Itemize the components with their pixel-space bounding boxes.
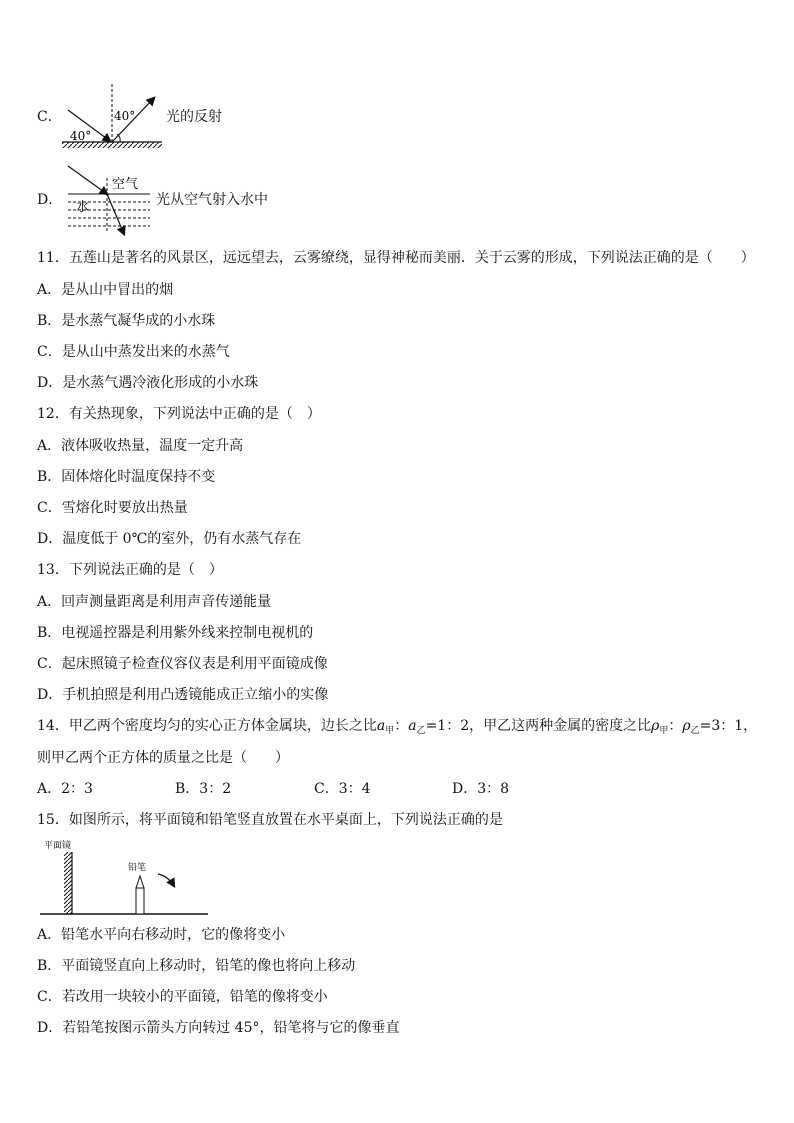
q13-option-d: D．手机拍照是利用凸透镜能成正立缩小的实像 bbox=[37, 687, 329, 703]
q14-rho-symbol-2: ρ bbox=[682, 718, 691, 734]
q15-option-d: D．若铅笔按图示箭头方向转过 45°，铅笔将与它的像垂直 bbox=[37, 1020, 400, 1036]
q14-ratio1: =1：2，甲乙这两种金属的密度之比 bbox=[425, 718, 652, 734]
option-d-letter: D． bbox=[37, 192, 63, 208]
q14-a-symbol-2: a bbox=[408, 718, 417, 734]
water-label: 水 bbox=[76, 200, 90, 215]
q12-option-b: B．固体熔化时温度保持不变 bbox=[37, 469, 216, 485]
angle-left-label: 40° bbox=[70, 129, 92, 143]
pencil-tip bbox=[136, 876, 144, 888]
q12-option-c: C．雪熔化时要放出热量 bbox=[37, 500, 188, 516]
q13-stem: 13．下列说法正确的是（ ） bbox=[37, 562, 223, 578]
refracted-ray bbox=[107, 194, 124, 234]
q12-stem: 12．有关热现象，下列说法中正确的是（ ） bbox=[37, 406, 321, 422]
q14-colon-2: ： bbox=[668, 718, 683, 734]
q14-rho-symbol: ρ bbox=[651, 718, 660, 734]
q13-option-c: C．起床照镜子检查仪容仪表是利用平面镜成像 bbox=[37, 656, 328, 672]
q11-stem: 11．五莲山是著名的风景区，远远望去，云雾缭绕，显得神秘而美丽．关于云雾的形成，下列说法正确的是（ ） bbox=[37, 250, 755, 266]
q14-option-a: A．2：3 bbox=[37, 781, 93, 797]
pencil-label: 铅笔 bbox=[128, 863, 147, 873]
q14-option-d: D．3：8 bbox=[452, 781, 510, 797]
option-d-caption: 光从空气射入水中 bbox=[156, 192, 268, 208]
q14-rho-sub-yi: 乙 bbox=[690, 726, 700, 736]
mirror-pencil-diagram bbox=[40, 836, 210, 920]
q12-option-a: A．液体吸收热量，温度一定升高 bbox=[37, 438, 244, 454]
q14-stem-b: 则甲乙两个正方体的质量之比是（ ） bbox=[37, 750, 289, 766]
q14-colon: ： bbox=[394, 718, 409, 734]
q11-option-a: A．是从山中冒出的烟 bbox=[37, 282, 174, 298]
option-c-letter: C． bbox=[37, 109, 62, 125]
incident-ray bbox=[68, 166, 107, 194]
q14-stem-line1 bbox=[37, 716, 757, 738]
refraction-diagram bbox=[62, 162, 152, 236]
option-c-caption: 光的反射 bbox=[166, 109, 222, 125]
rotation-arrow bbox=[158, 874, 174, 886]
reflection-diagram bbox=[62, 84, 172, 154]
q15-option-a: A．铅笔水平向右移动时，它的像将变小 bbox=[37, 927, 286, 943]
q15-option-c: C．若改用一块较小的平面镜，铅笔的像将变小 bbox=[37, 989, 328, 1005]
q14-option-c: C．3：4 bbox=[314, 781, 371, 797]
q13-option-b: B．电视遥控器是利用紫外线来控制电视机的 bbox=[37, 625, 314, 641]
q14-stem-a: 14．甲乙两个密度均匀的实心正方体金属块，边长之比 bbox=[37, 718, 377, 734]
angle-arc bbox=[117, 134, 120, 142]
angle-top-label: 40° bbox=[114, 109, 136, 123]
q11-option-c: C．是从山中蒸发出来的水蒸气 bbox=[37, 344, 230, 360]
q15-stem: 15．如图所示，将平面镜和铅笔竖直放置在水平桌面上，下列说法正确的是 bbox=[37, 812, 503, 828]
q14-sub-yi: 乙 bbox=[416, 726, 426, 736]
q11-option-d: D．是水蒸气遇冷液化形成的小水珠 bbox=[37, 375, 259, 391]
q14-sub-jia: 甲 bbox=[385, 726, 395, 736]
q13-option-a: A．回声测量距离是利用声音传递能量 bbox=[37, 594, 272, 610]
air-label: 空气 bbox=[112, 177, 139, 192]
q15-option-b: B．平面镜竖直向上移动时，铅笔的像也将向上移动 bbox=[37, 958, 356, 974]
q12-option-d: D．温度低于 0℃的室外，仍有水蒸气存在 bbox=[37, 531, 302, 547]
pencil-body bbox=[136, 888, 144, 914]
q14-rho-sub-jia: 甲 bbox=[659, 726, 669, 736]
q14-option-b: B．3：2 bbox=[175, 781, 232, 797]
q14-a-symbol: a bbox=[376, 718, 386, 734]
q14-ratio2: =3：1， bbox=[699, 718, 758, 734]
q11-option-b: B．是水蒸气凝华成的小水珠 bbox=[37, 313, 216, 329]
plane-mirror-hatch bbox=[64, 852, 72, 914]
mirror-label: 平面镜 bbox=[44, 841, 72, 851]
